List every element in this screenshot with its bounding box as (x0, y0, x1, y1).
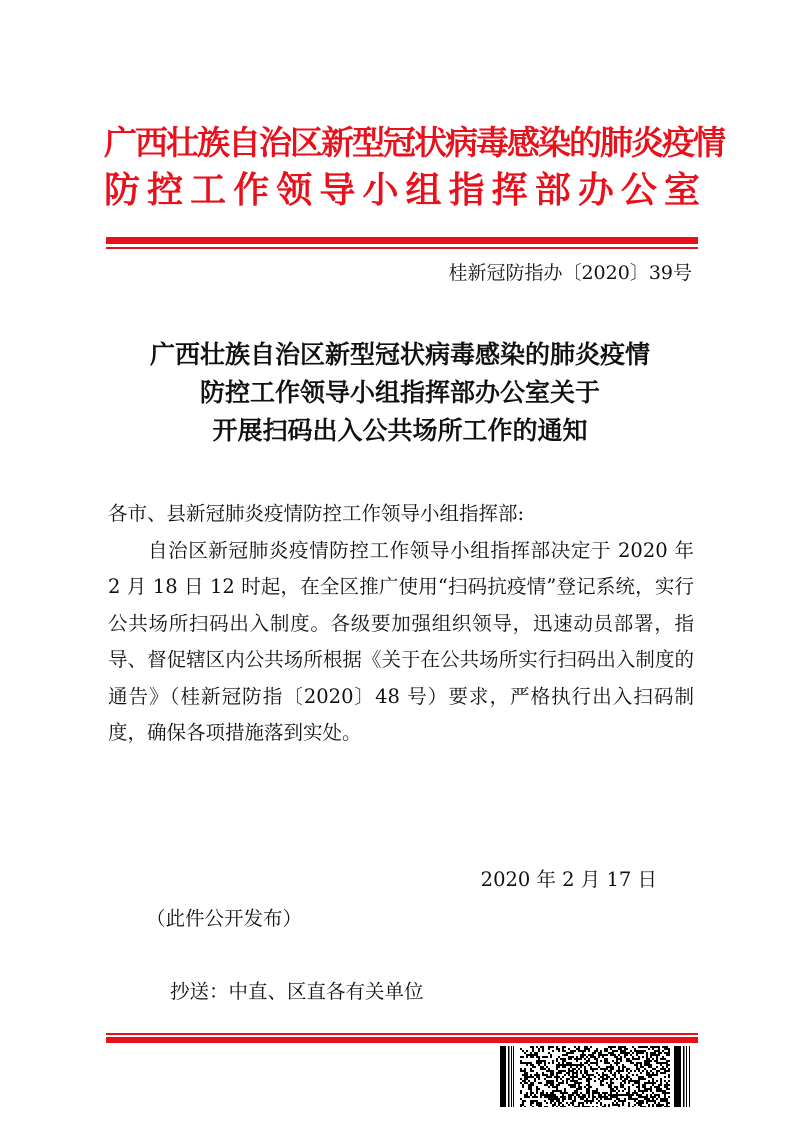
footer-rule-thick (106, 1037, 698, 1043)
title-line: 防控工作领导小组指挥部办公室关于 (199, 378, 600, 407)
title-line: 广西壮族自治区新型冠状病毒感染的肺炎疫情 (149, 340, 650, 369)
document-body (108, 496, 694, 752)
barcode-image (500, 1046, 693, 1107)
document-number: 桂新冠防指办〔2020〕39号 (448, 262, 692, 284)
title-line: 开展扫码出入公共场所工作的通知 (212, 416, 588, 445)
issue-date: 2020 年 2 月 17 日 (480, 868, 657, 891)
body-paragraph: 自治区新冠肺炎疫情防控工作领导小组指挥部决定于 2020 年 2 月 18 日 12 时起，在全区推广使用“扫码抗疫情”登记系统，实行公共场所扫码出入制度。各级要加强组织领导，迅速动员部署，指导、督促辖区内公共场所根据《关于在公共场所实行扫码出入制度的通告》（桂新冠防指〔2020〕48 号）要求，严格执行出入扫码制度，确保各项措施落到实处。 (108, 538, 694, 744)
publication-note: （此件公开发布） (146, 907, 303, 930)
document-title (0, 336, 800, 450)
header-rule-thick (106, 237, 698, 244)
header-line-1: 广西壮族自治区新型冠状病毒感染的肺炎疫情 (104, 123, 724, 162)
salutation: 各市、县新冠肺炎疫情防控工作领导小组指挥部: (108, 502, 525, 525)
header-rule-thin (106, 247, 698, 249)
footer-rule-thin (106, 1033, 698, 1035)
cc-list: 抄送：中直、区直各有关单位 (170, 980, 424, 1003)
header-line-2: 防控工作领导小组指挥部办公室 (104, 169, 700, 211)
